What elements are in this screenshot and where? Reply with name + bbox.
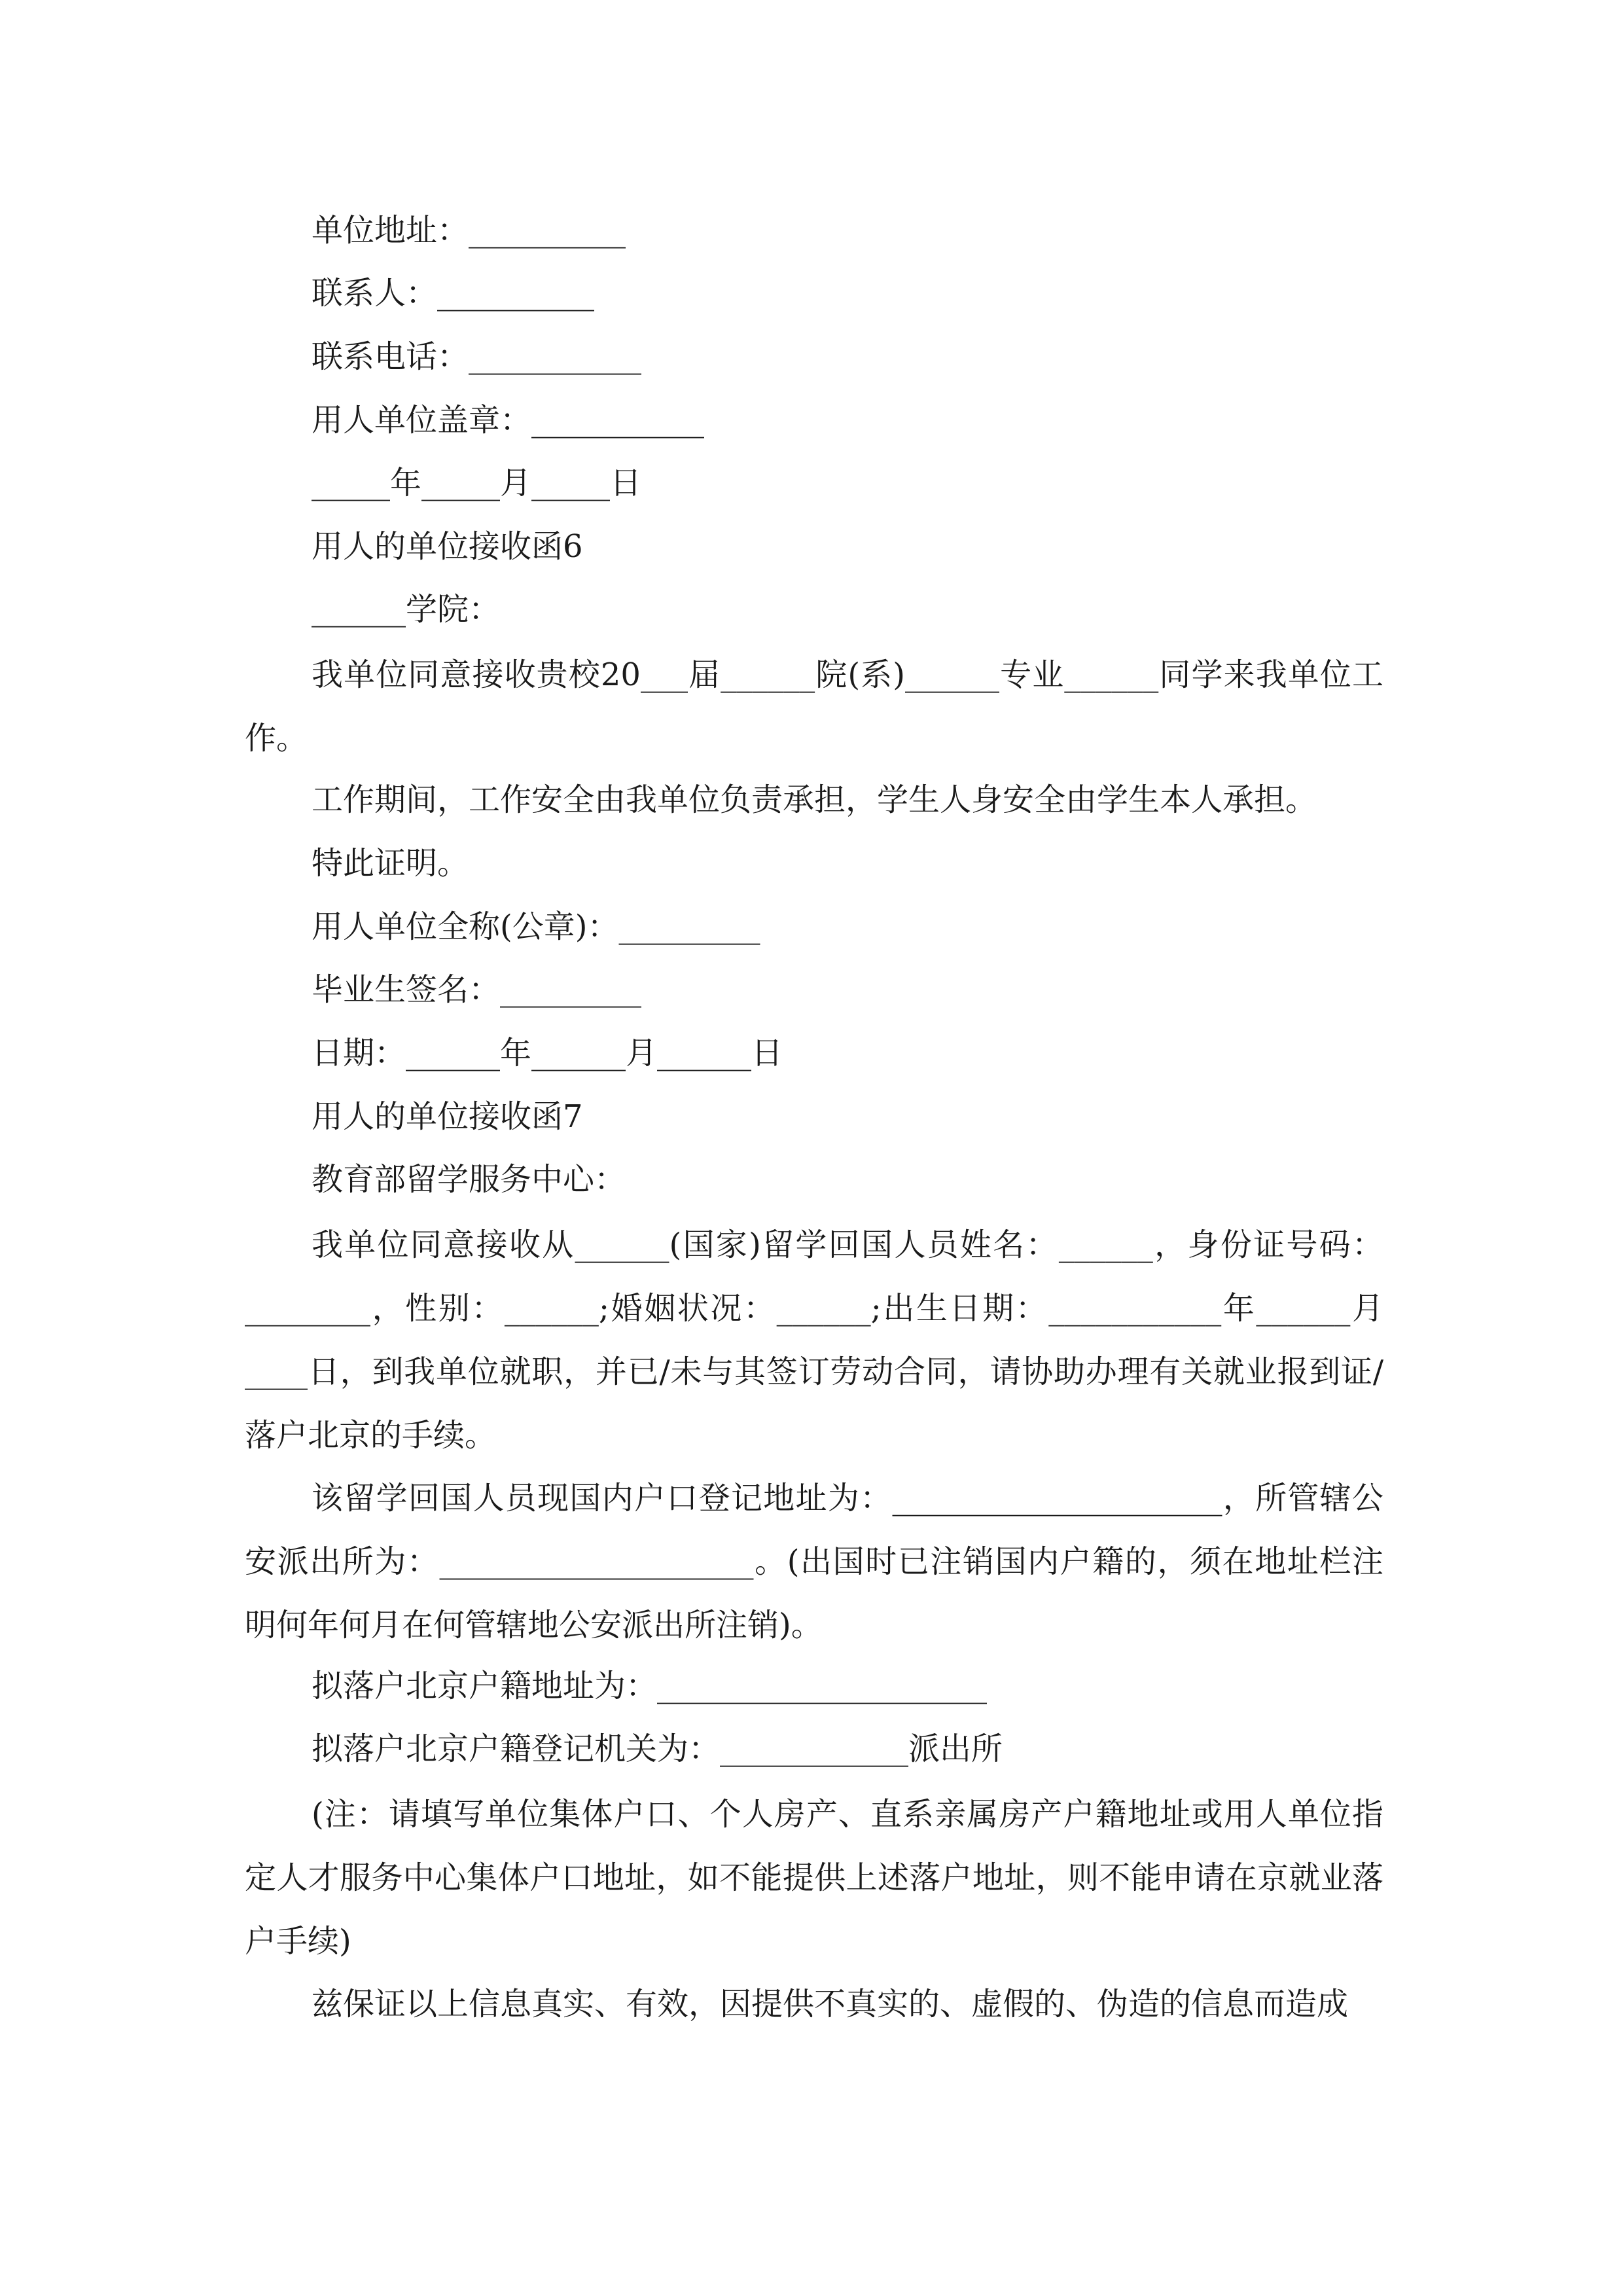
registration-authority-line: 拟落户北京户籍登记机关为：____________派出所 (312, 1731, 1003, 1767)
unit-fullname-line: 用人单位全称(公章)：_________ (312, 908, 760, 945)
contact-phone-line: 联系电话：___________ (312, 338, 642, 375)
household-address-paragraph: 该留学回国人员现国内户口登记地址为：_____________________，所管辖公安派出所为：____________________。(出国时已注销国内户籍的，须在地址栏注明何年何月在何管辖地公安派出所注销)。 (245, 1480, 1383, 1643)
acceptance-paragraph-6: 我单位同意接收贵校20___届______院(系)______专业______同学来我单位工作。 (245, 656, 1383, 757)
unit-address-line: 单位地址：__________ (312, 212, 626, 249)
section-heading-6: 用人的单位接收函6 (312, 528, 583, 565)
graduate-signature-line: 毕业生签名：_________ (312, 971, 642, 1008)
contact-person-line: 联系人：__________ (312, 275, 595, 312)
recipient-college-line: ______学院： (312, 591, 501, 628)
date-line-2: 日期：______年______月______日 (312, 1035, 783, 1071)
date-line-1: _____年_____月_____日 (312, 465, 642, 501)
section-heading-7: 用人的单位接收函7 (312, 1098, 583, 1135)
beijing-address-line: 拟落户北京户籍地址为：_____________________ (312, 1668, 988, 1704)
note-paragraph: (注：请填写单位集体户口、个人房产、直系亲属房产户籍地址或用人单位指定人才服务中心集体户口地址，如不能提供上述落户地址，则不能申请在京就业落户手续) (245, 1796, 1383, 1960)
certification-line: 特此证明。 (312, 845, 469, 882)
safety-statement: 工作期间，工作安全由我单位负责承担，学生人身安全由学生本人承担。 (312, 781, 1317, 818)
acceptance-paragraph-7: 我单位同意接收从______(国家)留学回国人员姓名：______，身份证号码：________，性别：______;婚姻状况：______;出生日期：___________年______月____日，到我单位就职，并已/未与其签订劳动合同，请协助办理有关就业报到证/落户北京的手续。 (245, 1227, 1383, 1454)
unit-seal-line: 用人单位盖章：___________ (312, 402, 705, 439)
recipient-center-line: 教育部留学服务中心： (312, 1161, 626, 1198)
guarantee-paragraph: 兹保证以上信息真实、有效，因提供不真实的、虚假的、伪造的信息而造成 (312, 1986, 1349, 2022)
